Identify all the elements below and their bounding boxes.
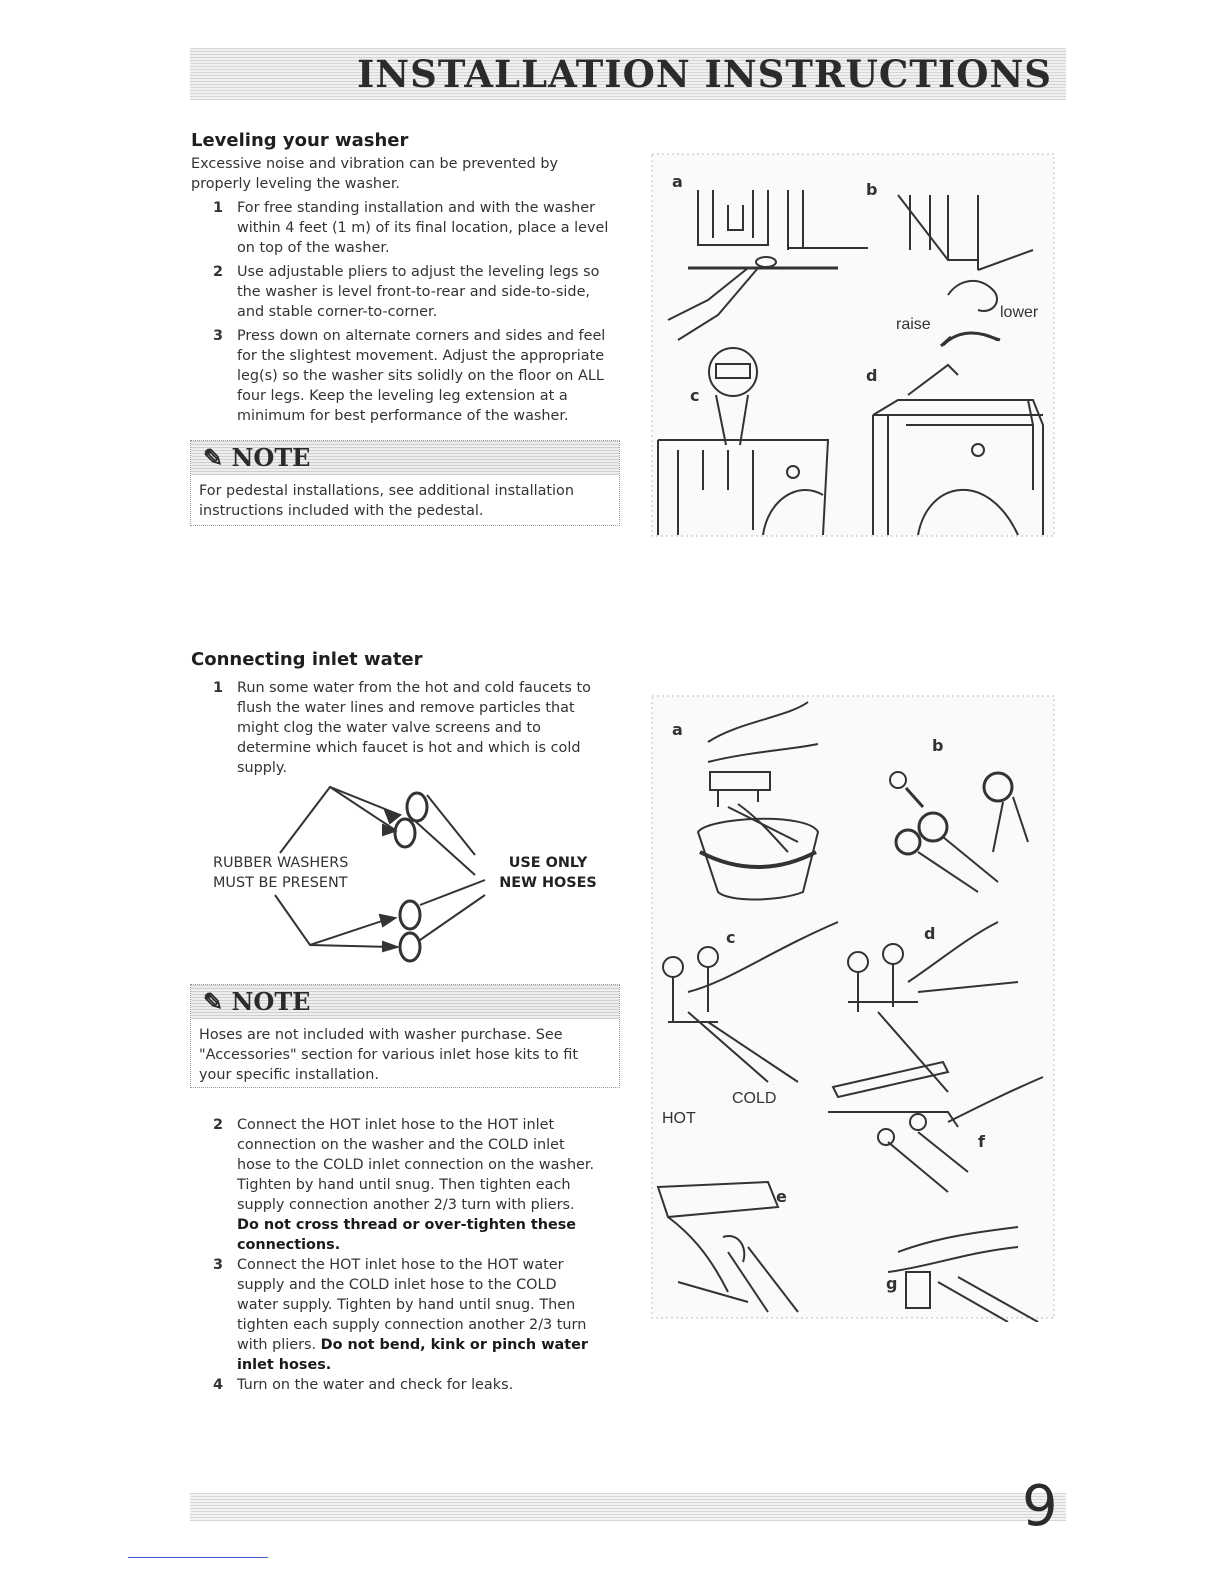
leveling-illustration [648,150,1058,540]
step-number: 3 [213,1257,224,1273]
step-text: Turn on the water and check for leaks. [237,1377,514,1393]
figure-label-c: c [726,928,736,947]
step-number: 2 [213,1117,224,1133]
note-icon: ✎ [203,987,232,1016]
note-text: For pedestal installations, see additional installation instructions included with the pedestal. [199,483,574,519]
figure-label-f: f [978,1132,985,1151]
leveling-step-3 [211,326,616,426]
leveling-intro: Excessive noise and vibration can be prevented by properly leveling the washer. [191,156,559,192]
step-text: For free standing installation and with the washer within 4 feet (1 m) of its final location, place a level on top of the washer. [237,200,609,256]
hot-label: HOT [662,1110,696,1127]
step-number: 1 [213,680,224,696]
step-text: Use adjustable pliers to adjust the leveling legs so the washer is level front-to-rear and side-to-side, and stable corner-to-corner. [237,264,600,320]
step-warning: Do not cross thread or over-tighten these connections. [237,1217,577,1253]
note-band [191,441,619,475]
raise-label: raise [896,316,931,333]
step-number: 2 [213,264,224,280]
inlet-step-3 [211,1255,596,1375]
figure-label-g: g [886,1274,898,1293]
footer-line [128,1557,268,1558]
figure-label-b: b [866,180,878,199]
note-label: ✎ NOTE [203,987,311,1016]
note-text: Hoses are not included with washer purchase. See "Accessories" section for various inlet hose kits to fit your specific installation. [199,1027,578,1083]
page-number: 9 [1022,1474,1058,1539]
step-text: Run some water from the hot and cold faucets to flush the water lines and remove particles that might clog the water valve screens and to determine which faucet is hot and which is cold supply. [237,680,591,776]
note-label: ✎ NOTE [203,443,311,472]
inlet-title: Connecting inlet water [191,649,423,670]
inlet-steps-2-4 [211,1115,596,1395]
use-only-line1: USE ONLY [508,855,588,871]
figure-label-a: a [672,172,683,191]
inlet-note [190,984,620,1088]
lower-label: lower [1000,304,1039,321]
footer-band [190,1493,1066,1521]
inlet-step-2 [211,1115,596,1255]
figure-label-c: c [690,386,700,405]
leveling-title: Leveling your washer [191,130,409,151]
figure-label-d: d [866,366,878,385]
header-band [190,48,1066,100]
inlet-drawing [648,692,1058,1322]
figure-label-b: b [932,736,944,755]
step-text: Press down on alternate corners and sides and feel for the slightest movement. Adjust the appropriate leg(s) so the washer sits solidly on the floor on ALL four legs. Keep the leveling leg extension at a minimum for best performance of the washer. [237,328,606,424]
step-number: 1 [213,200,224,216]
step-text: Connect the HOT inlet hose to the HOT inlet connection on the washer and the COLD inlet hose to the COLD inlet connection on the washer. Tighten by hand until snug. Then tighten each supply connection another 2/3 turn with pliers. [237,1117,595,1213]
rubber-washers-line2: MUST BE PRESENT [213,875,348,891]
figure-label-a: a [672,720,683,739]
leveling-note [190,440,620,526]
inlet-illustration [648,692,1058,1322]
use-only-line2: NEW HOSES [499,875,597,891]
page-title: INSTALLATION INSTRUCTIONS [356,52,1052,96]
inlet-step-4 [211,1375,596,1395]
note-band [191,985,619,1019]
step-warning: Do not bend, kink or pinch water inlet hoses. [237,1337,588,1373]
note-icon: ✎ [203,443,232,472]
leveling-step-2 [211,262,616,322]
hose-diagram [205,775,625,975]
step-number: 4 [213,1377,224,1393]
leveling-drawing [648,150,1058,540]
inlet-step-1 [211,678,591,778]
rubber-washers-line1: RUBBER WASHERS [213,855,349,871]
cold-label: COLD [732,1090,777,1107]
figure-label-d: d [924,924,936,943]
figure-label-e: e [776,1187,787,1206]
step-text: Connect the HOT inlet hose to the HOT water supply and the COLD inlet hose to the COLD water supply. Tighten by hand until snug. Then tighten each supply connection another 2/3 turn with pliers. [237,1257,587,1353]
leveling-steps [211,198,616,426]
leveling-step-1 [211,198,616,258]
step-number: 3 [213,328,224,344]
